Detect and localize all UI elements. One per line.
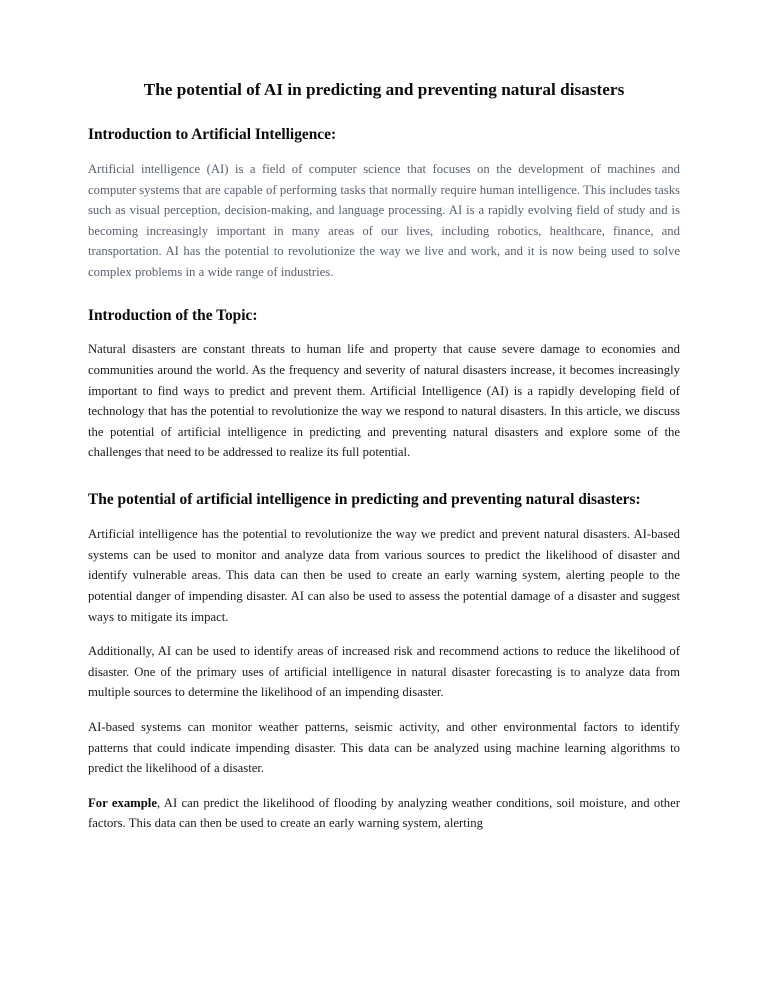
paragraph-flooding-example — [88, 793, 680, 834]
section-heading-introduction-to-ai: Introduction to Artificial Intelligence: — [88, 126, 337, 144]
section-heading-introduction-of-topic: Introduction of the Topic: — [88, 306, 258, 324]
paragraph-natural-disasters-intro: Natural disasters are constant threats to human life and property that cause severe damage to economies and communities around the world. As the frequency and severity of natural disasters increase, it becomes increasingly important to find ways to predict and prevent them. Artificial Intelligence (AI) is a rapidly developing field of technology that has the potential to revolutionize the way we respond to natural disasters. In this article, we discuss the potential of artificial intelligence in predicting and preventing natural disasters and explore some of the challenges that need to be addressed to realize its full potential. — [88, 342, 680, 460]
paragraph-flooding-example-text: , AI can predict the likelihood of flooding by analyzing weather conditions, soil moisture, and other factors. This data can then be used to create an early warning system, alerting — [88, 795, 680, 831]
paragraph-ai-potential: Artificial intelligence has the potential to revolutionize the way we predict and prevent natural disasters. AI-based systems can be used to monitor and analyze data from various sources to predict the likelihood of disaster and identify vulnerable areas. This data can then be used to create an early warning system, alerting people to the potential danger of impending disaster. AI can also be used to assess the potential damage of a disaster and suggest ways to mitigate its impact. — [88, 527, 680, 624]
paragraph-ai-overview: Artificial intelligence (AI) is a field of computer science that focuses on the development of machines and computer systems that are capable of performing tasks that normally require human intelligence. This includes tasks such as visual perception, decision-making, and language processing. AI is a rapidly evolving field of study and is becoming increasingly important in many areas of our lives, including robotics, healthcare, finance, and transportation. AI has the potential to revolutionize the way we live and work, and it is now being used to solve complex problems in a wide range of industries. — [88, 162, 680, 279]
document-content — [88, 78, 680, 849]
paragraph-risk-identification: Additionally, AI can be used to identify areas of increased risk and recommend actions to reduce the likelihood of disaster. One of the primary uses of artificial intelligence in natural disaster forecasting is to analyze data from multiple sources to determine the likelihood of an impending disaster. — [88, 644, 680, 700]
page-title: The potential of AI in predicting and preventing natural disasters — [143, 80, 625, 99]
section-heading-potential-of-ai: The potential of artificial intelligence in predicting and preventing natural disasters: — [88, 490, 641, 508]
paragraph-monitoring-systems: AI-based systems can monitor weather patterns, seismic activity, and other environmental factors to identify patterns that could indicate impending disaster. This data can be analyzed using machine learning algorithms to predict the likelihood of a disaster. — [88, 719, 680, 776]
paragraph-bold-lead: For example — [88, 795, 157, 810]
